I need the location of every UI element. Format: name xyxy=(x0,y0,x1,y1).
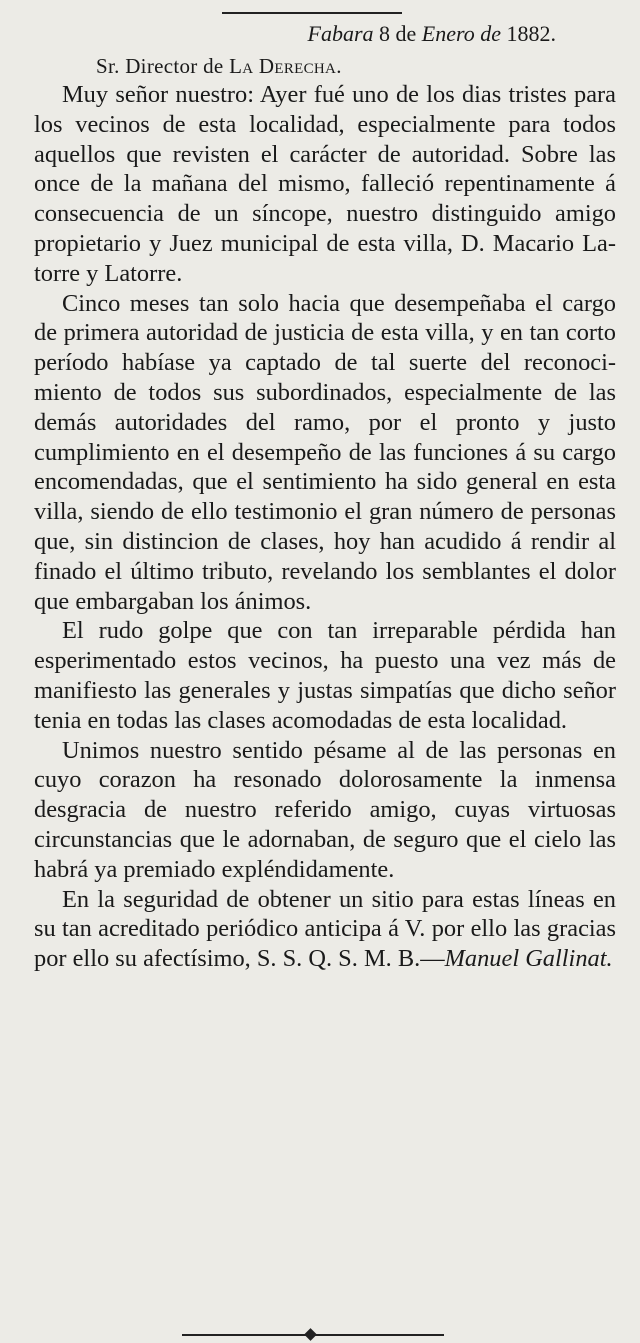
bottom-ornament-rule xyxy=(182,1329,444,1341)
paragraph-3: El rudo golpe que con tan irreparable pérdida han esperimentado estos vecinos, ha puesto una vez más de manifiesto las generales y justas simpatías que dicho señor tenia en todas las clases acomodadas de esta localidad. xyxy=(34,617,616,734)
dateline-day: 8 de xyxy=(373,21,422,46)
dateline-year: 1882. xyxy=(501,21,556,46)
dateline xyxy=(308,20,556,48)
letter-body xyxy=(34,80,616,974)
paragraph-1: Muy señor nuestro: Ayer fué uno de los dias tristes para los vecinos de esta localidad, especialmente para todos aquellos que revisten el carácter de autoridad. Sobre las once de la mañana del mismo, falleció repentinamente á consecuencia de un síncope, nuestro distinguido amigo propietario y Juez municipal de esta villa, D. Macario Latorre y Latorre. xyxy=(34,81,616,287)
closing-paragraph xyxy=(34,885,616,974)
top-rule xyxy=(222,12,402,14)
signature: Manuel Gallinat. xyxy=(444,945,613,973)
newspaper-name: La Derecha xyxy=(229,54,337,78)
salutation xyxy=(96,52,342,80)
closing-text: En la seguridad de obtener un sitio para estas líneas en su tan acreditado periódico anticipa á V. por ello las gracias por ello su afectísimo, S. S. Q. S. M. B.— xyxy=(34,885,616,973)
salutation-suffix: . xyxy=(336,54,342,78)
paragraph-4: Unimos nuestro sentido pésame al de las personas en cuyo corazon ha resonado dolorosamente la inmensa desgracia de nuestro referido amigo, cuyas virtuosas circunstancias que le adornaban, de seguro que el cielo las habrá ya premiado expléndidamente. xyxy=(34,736,616,883)
dateline-place: Fabara xyxy=(307,21,374,46)
paragraph-2: Cinco meses tan solo hacia que desempeñaba el cargo de primera autoridad de justicia de esta villa, y en tan corto período habíase ya captado de tal suerte del reconocimiento de todos sus subordinados, especialmente de las demás autoridades del ramo, por el pronto y justo cumplimiento en el desempeño de las funciones á su cargo encomendadas, que el sentimiento ha sido general en esta villa, siendo de ello testimonio el gran número de personas que, sin distincion de clases, hoy han acudido á rendir al finado el último tributo, revelando los semblantes el dolor que embargaban los ánimos. xyxy=(34,289,616,615)
dateline-month: Enero de xyxy=(421,21,501,46)
salutation-prefix: Sr. Director de xyxy=(96,54,230,78)
diamond-ornament-icon xyxy=(304,1328,317,1341)
